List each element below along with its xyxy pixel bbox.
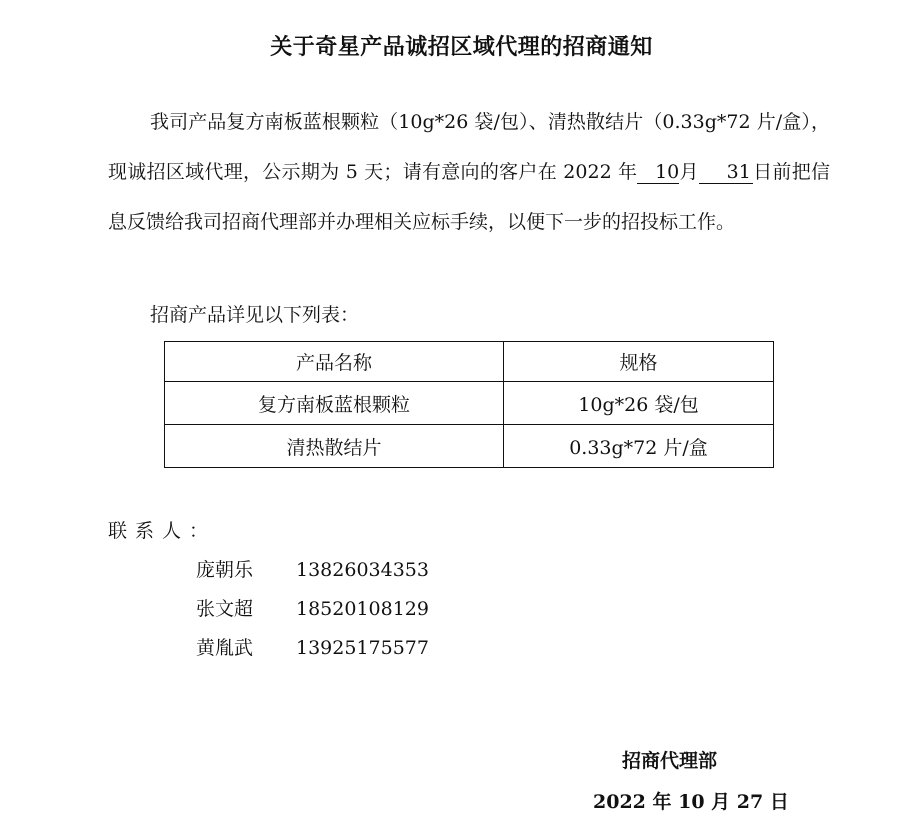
product-list-intro: 招商产品详见以下列表： bbox=[150, 304, 360, 326]
deadline-day-blank: 31 bbox=[699, 161, 753, 184]
signature-date: 2022 年 10 月 27 日 bbox=[593, 791, 789, 813]
header-product-name: 产品名称 bbox=[165, 342, 504, 382]
contact-name: 黄胤武 bbox=[196, 637, 254, 659]
contact-phone: 13925175577 bbox=[296, 637, 429, 659]
contact-name: 庞朝乐 bbox=[196, 559, 254, 581]
body-text-part1: 我司产品复方南板蓝根颗粒（10g*26 袋/包）、清热散结片（0.33g*72 片/盒），现诚招区域代理，公示期为 5 天；请有意向的客户在 2022 年 bbox=[108, 111, 830, 183]
notice-title: 关于奇星产品诚招区域代理的招商通知 bbox=[270, 34, 653, 60]
table-row bbox=[165, 382, 774, 425]
table-row bbox=[165, 425, 774, 468]
contact-item bbox=[196, 631, 429, 670]
body-text-part3: 日前把信息反馈给我司招商代理部并办理相关应标手续，以便下一步的招投标工作。 bbox=[108, 161, 830, 233]
contacts-list bbox=[196, 553, 429, 670]
product-name-cell: 清热散结片 bbox=[165, 425, 504, 468]
contact-phone: 18520108129 bbox=[296, 598, 429, 620]
table-header-row bbox=[165, 342, 774, 382]
product-table bbox=[164, 341, 774, 468]
product-spec-cell: 0.33g*72 片/盒 bbox=[504, 425, 774, 468]
contact-name: 张文超 bbox=[196, 598, 254, 620]
contact-item bbox=[196, 553, 429, 592]
product-spec-cell: 10g*26 袋/包 bbox=[504, 382, 774, 425]
notice-body bbox=[108, 97, 830, 247]
contact-phone: 13826034353 bbox=[296, 559, 429, 581]
contacts-label: 联系人： bbox=[108, 520, 217, 542]
header-spec: 规格 bbox=[504, 342, 774, 382]
product-name-cell: 复方南板蓝根颗粒 bbox=[165, 382, 504, 425]
body-text-part2: 月 bbox=[679, 161, 699, 183]
signature-department: 招商代理部 bbox=[622, 750, 718, 772]
deadline-month-blank: 10 bbox=[637, 161, 679, 184]
contact-item bbox=[196, 592, 429, 631]
